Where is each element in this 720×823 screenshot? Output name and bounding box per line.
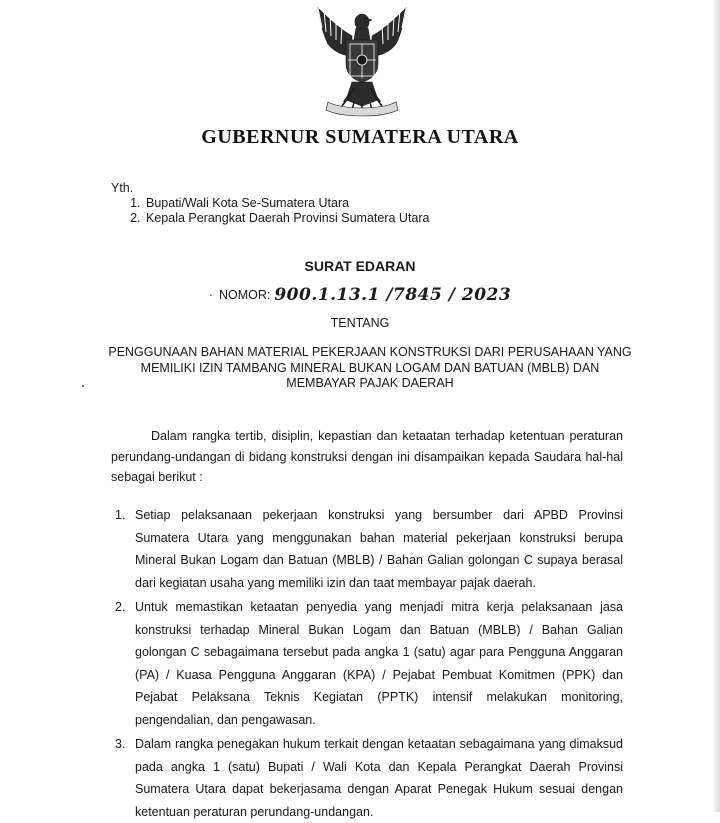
recipient-list bbox=[111, 196, 429, 226]
number-value: 900.1.13.1 /7845 / 2023 bbox=[274, 285, 512, 305]
instruction-item bbox=[115, 504, 623, 594]
item-number: 1. bbox=[115, 508, 126, 522]
document-number: · NOMOR: 900.1.13.1 /7845 / 2023 bbox=[208, 285, 512, 305]
instruction-list bbox=[115, 504, 623, 823]
about-label: TENTANG bbox=[330, 316, 390, 330]
item-text: Setiap pelaksanaan pekerjaan konstruksi yang bersumber dari APBD Provinsi Sumatera Utara yang menggunakan bahan material pekerjaan konstruksi berupa Mineral Bukan Logam dan Batuan (MBLB) / Bahan Galian golongan C supaya berasal dari kegiatan usaha yang memiliki izin dan taat membayar pajak daerah. bbox=[135, 508, 623, 590]
subject-line: MEMBAYAR PAJAK DAERAH bbox=[286, 376, 454, 390]
scan-speck bbox=[82, 385, 84, 387]
instruction-item bbox=[115, 596, 623, 731]
item-text: Dalam rangka penegakan hukum terkait dengan ketaatan sebagaimana yang dimaksud pada angka 1 (satu) Bupati / Wali Kota dan Kepala Perangkat Daerah Provinsi Sumatera Utara dapat bekerjasama dengan Aparat Penegak Hukum sesuai dengan ketentuan peraturan perundang-undangan. bbox=[135, 737, 623, 819]
subject-heading bbox=[108, 345, 632, 392]
recipient-item: 2. Kepala Perangkat Daerah Provinsi Sumatera Utara bbox=[144, 211, 429, 226]
recipient-item: 1. Bupati/Wali Kota Se-Sumatera Utara bbox=[144, 196, 429, 211]
item-number: 3. bbox=[115, 737, 126, 751]
subject-line: PENGGUNAAN BAHAN MATERIAL PEKERJAAN KONSTRUKSI DARI PERUSAHAAN YANG bbox=[108, 345, 632, 359]
number-label: NOMOR: bbox=[218, 288, 271, 302]
page-edge-shadow bbox=[714, 0, 720, 812]
intro-paragraph: Dalam rangka tertib, disiplin, kepastian dan ketaatan terhadap ketentuan peraturan perundang-undangan di bidang konstruksi dengan ini disampaikan kepada Saudara hal-hal sebagai berikut : bbox=[111, 429, 623, 484]
subject-line: MEMILIKI IZIN TAMBANG MINERAL BUKAN LOGAM DAN BATUAN (MBLB) DAN bbox=[140, 360, 600, 375]
letterhead-title: GUBERNUR SUMATERA UTARA bbox=[201, 126, 519, 148]
item-text: Untuk memastikan ketaatan penyedia yang menjadi mitra kerja pelaksanaan jasa konstruksi terhadap Mineral Bukan Logam dan Batuan (MBLB) / Bahan Galian golongan C sebagaimana tersebut pada angka 1 (satu) agar para Pengguna Anggaran (PA) / Kuasa Pengguna Anggaran (KPA) / Pejabat Pembuat Komitmen (PPK) dan Pejabat Pelaksana Teknis Kegiatan (PPTK) intensif melakukan monitoring, pengendalian, dan pengawasan. bbox=[135, 600, 623, 727]
document-type-title: SURAT EDARAN bbox=[304, 258, 416, 274]
recipient-block bbox=[111, 181, 429, 226]
item-number: 2. bbox=[115, 600, 126, 614]
instruction-item bbox=[115, 733, 623, 823]
salutation: Yth. bbox=[111, 181, 134, 195]
garuda-emblem-icon bbox=[308, 6, 416, 118]
